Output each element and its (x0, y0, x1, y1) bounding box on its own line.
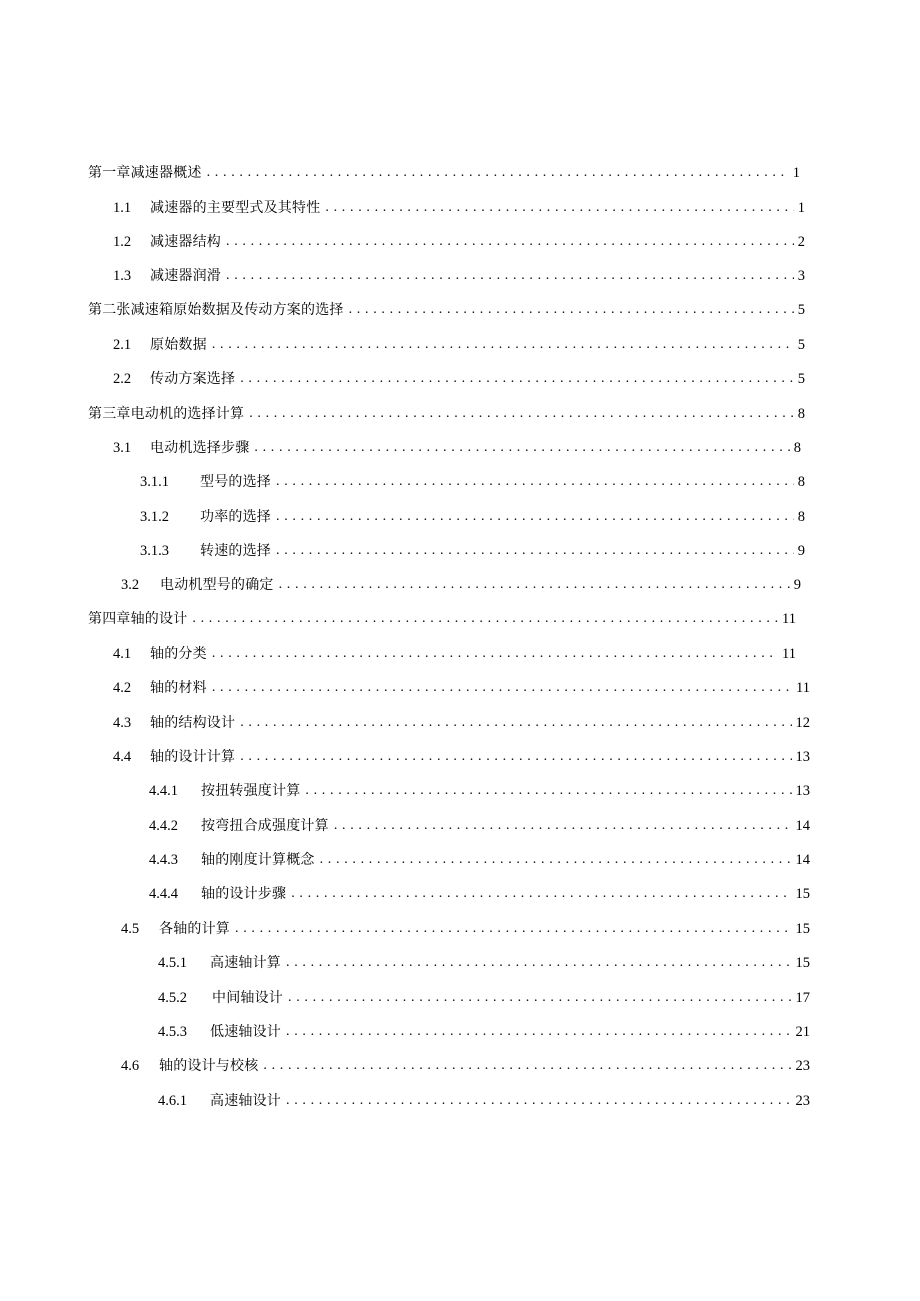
toc-leader-dots (192, 608, 778, 630)
toc-leader-dots (240, 746, 791, 768)
toc-entry-number: 4.1 (113, 646, 132, 662)
toc-leader-dots (286, 952, 792, 974)
toc-entry-page: 3 (797, 268, 805, 284)
toc-leader-dots (291, 883, 791, 905)
toc-leader-dots (288, 987, 792, 1009)
toc-entry-title: 第三章电动机的选择计算 (88, 406, 245, 422)
toc-entry-page: 15 (795, 886, 810, 902)
toc-entry-3-1[interactable] (113, 437, 801, 459)
toc-entry-4-4-4[interactable] (149, 883, 810, 905)
toc-leader-dots (276, 506, 794, 528)
toc-entry-page: 8 (797, 406, 805, 422)
toc-entry-number: 4.3 (113, 715, 132, 731)
toc-entry-page: 11 (796, 680, 810, 696)
toc-entry-number: 4.5.3 (158, 1024, 187, 1040)
toc-entry-title: 轴的材料 (150, 680, 207, 696)
toc-entry-number: 4.4.4 (149, 886, 178, 902)
toc-leader-dots (279, 574, 790, 596)
toc-entry-4-4-2[interactable] (149, 815, 810, 837)
toc-entry-title: 传动方案选择 (150, 371, 236, 387)
toc-entry-page: 13 (795, 783, 810, 799)
toc-leader-dots (207, 162, 789, 184)
toc-entry-title: 减速器的主要型式及其特性 (150, 200, 321, 216)
toc-entry-page: 5 (797, 302, 805, 318)
toc-entry-page: 14 (795, 852, 810, 868)
toc-entry-number: 2.1 (113, 337, 132, 353)
toc-entry-page: 8 (797, 509, 805, 525)
toc-entry-page: 15 (795, 955, 810, 971)
toc-entry-4-5-3[interactable] (158, 1021, 810, 1043)
toc-entry-page: 12 (795, 715, 810, 731)
toc-entry-title: 轴的分类 (150, 646, 207, 662)
toc-entry-title: 高速轴设计 (210, 1093, 281, 1109)
toc-entry-number: 4.4.3 (149, 852, 178, 868)
toc-entry-title: 轴的设计步骤 (201, 886, 287, 902)
toc-entry-number: 2.2 (113, 371, 132, 387)
toc-entry-title: 型号的选择 (200, 474, 271, 490)
toc-entry-number: 3.1 (113, 440, 132, 456)
toc-entry-title: 各轴的计算 (159, 921, 230, 937)
toc-entry-title: 轴的结构设计 (150, 715, 236, 731)
toc-entry-chapter-2[interactable] (88, 299, 805, 321)
toc-entry-number: 1.1 (113, 200, 132, 216)
toc-entry-2-2[interactable] (113, 368, 805, 390)
toc-entry-page: 23 (795, 1093, 810, 1109)
toc-entry-3-1-2[interactable] (140, 506, 805, 528)
toc-entry-4-6[interactable] (121, 1055, 810, 1077)
toc-entry-4-1[interactable] (113, 643, 796, 665)
toc-entry-3-1-3[interactable] (140, 540, 805, 562)
toc-entry-4-5[interactable] (121, 918, 810, 940)
toc-leader-dots (240, 368, 794, 390)
toc-entry-number: 4.4 (113, 749, 132, 765)
toc-entry-title: 按弯扭合成强度计算 (201, 818, 329, 834)
toc-leader-dots (235, 918, 792, 940)
toc-leader-dots (286, 1090, 792, 1112)
toc-entry-title: 转速的选择 (200, 543, 271, 559)
toc-entry-title: 高速轴计算 (210, 955, 281, 971)
toc-leader-dots (305, 780, 791, 802)
toc-entry-page: 15 (795, 921, 810, 937)
toc-entry-1-1[interactable] (113, 197, 805, 219)
toc-entry-page: 9 (797, 543, 805, 559)
toc-entry-4-2[interactable] (113, 677, 810, 699)
toc-entry-2-1[interactable] (113, 334, 805, 356)
toc-entry-title: 第四章轴的设计 (88, 611, 188, 627)
toc-entry-4-5-2[interactable] (158, 987, 810, 1009)
toc-entry-title: 减速器润滑 (150, 268, 221, 284)
toc-leader-dots (249, 403, 794, 425)
toc-entry-title: 中间轴设计 (212, 990, 283, 1006)
toc-entry-page: 8 (797, 474, 805, 490)
toc-entry-title: 原始数据 (150, 337, 207, 353)
toc-entry-title: 第二张减速箱原始数据及传动方案的选择 (88, 302, 344, 318)
toc-entry-3-2[interactable] (121, 574, 801, 596)
toc-leader-dots (349, 299, 794, 321)
toc-entry-4-3[interactable] (113, 712, 810, 734)
toc-entry-page: 23 (795, 1058, 810, 1074)
toc-entry-1-3[interactable] (113, 265, 805, 287)
toc-leader-dots (325, 197, 793, 219)
toc-entry-4-4-3[interactable] (149, 849, 810, 871)
toc-entry-number: 4.4.1 (149, 783, 178, 799)
toc-entry-title: 轴的设计计算 (150, 749, 236, 765)
toc-leader-dots (276, 471, 794, 493)
toc-leader-dots (320, 849, 792, 871)
toc-leader-dots (286, 1021, 792, 1043)
toc-entry-page: 5 (797, 337, 805, 353)
toc-entry-title: 电动机选择步骤 (150, 440, 250, 456)
toc-entry-number: 4.6.1 (158, 1093, 187, 1109)
toc-leader-dots (240, 712, 791, 734)
toc-entry-4-5-1[interactable] (158, 952, 810, 974)
toc-entry-page: 17 (795, 990, 810, 1006)
toc-entry-page: 11 (782, 611, 796, 627)
toc-entry-3-1-1[interactable] (140, 471, 805, 493)
toc-entry-number: 1.2 (113, 234, 132, 250)
toc-entry-page: 8 (793, 440, 801, 456)
toc-entry-number: 3.1.1 (140, 474, 169, 490)
toc-entry-title: 电动机型号的确定 (160, 577, 274, 593)
toc-entry-1-2[interactable] (113, 231, 805, 253)
toc-entry-title: 第一章减速器概述 (88, 165, 202, 181)
toc-entry-number: 3.2 (121, 577, 140, 593)
toc-entry-number: 4.2 (113, 680, 132, 696)
toc-entry-page: 5 (797, 371, 805, 387)
toc-leader-dots (276, 540, 794, 562)
toc-leader-dots (263, 1055, 791, 1077)
toc-entry-number: 3.1.3 (140, 543, 169, 559)
toc-entry-page: 2 (797, 234, 805, 250)
toc-leader-dots (226, 231, 794, 253)
toc-entry-number: 1.3 (113, 268, 132, 284)
toc-entry-title: 功率的选择 (200, 509, 271, 525)
toc-entry-chapter-1[interactable] (88, 162, 800, 184)
toc-entry-chapter-4[interactable] (88, 608, 796, 630)
toc-entry-title: 按扭转强度计算 (201, 783, 301, 799)
toc-entry-chapter-3[interactable] (88, 403, 805, 425)
toc-entry-number: 4.5 (121, 921, 140, 937)
toc-entry-page: 11 (782, 646, 796, 662)
toc-entry-page: 14 (795, 818, 810, 834)
toc-entry-number: 4.6 (121, 1058, 140, 1074)
toc-entry-number: 4.5.1 (158, 955, 187, 971)
toc-leader-dots (226, 265, 794, 287)
toc-entry-number: 4.4.2 (149, 818, 178, 834)
toc-leader-dots (254, 437, 789, 459)
toc-entry-page: 9 (793, 577, 801, 593)
toc-leader-dots (212, 643, 778, 665)
toc-entry-title: 轴的刚度计算概念 (201, 852, 315, 868)
toc-entry-4-4-1[interactable] (149, 780, 810, 802)
toc-entry-number: 4.5.2 (158, 990, 187, 1006)
toc-entry-4-6-1[interactable] (158, 1090, 810, 1112)
toc-entry-4-4[interactable] (113, 746, 810, 768)
toc-entry-title: 低速轴设计 (210, 1024, 281, 1040)
toc-entry-page: 1 (792, 165, 800, 181)
toc-entry-title: 轴的设计与校核 (159, 1058, 259, 1074)
toc-entry-page: 13 (795, 749, 810, 765)
toc-leader-dots (212, 677, 792, 699)
toc-entry-title: 减速器结构 (150, 234, 221, 250)
toc-entry-page: 1 (797, 200, 805, 216)
toc-entry-number: 3.1.2 (140, 509, 169, 525)
toc-leader-dots (212, 334, 794, 356)
toc-leader-dots (334, 815, 792, 837)
toc-entry-page: 21 (795, 1024, 810, 1040)
